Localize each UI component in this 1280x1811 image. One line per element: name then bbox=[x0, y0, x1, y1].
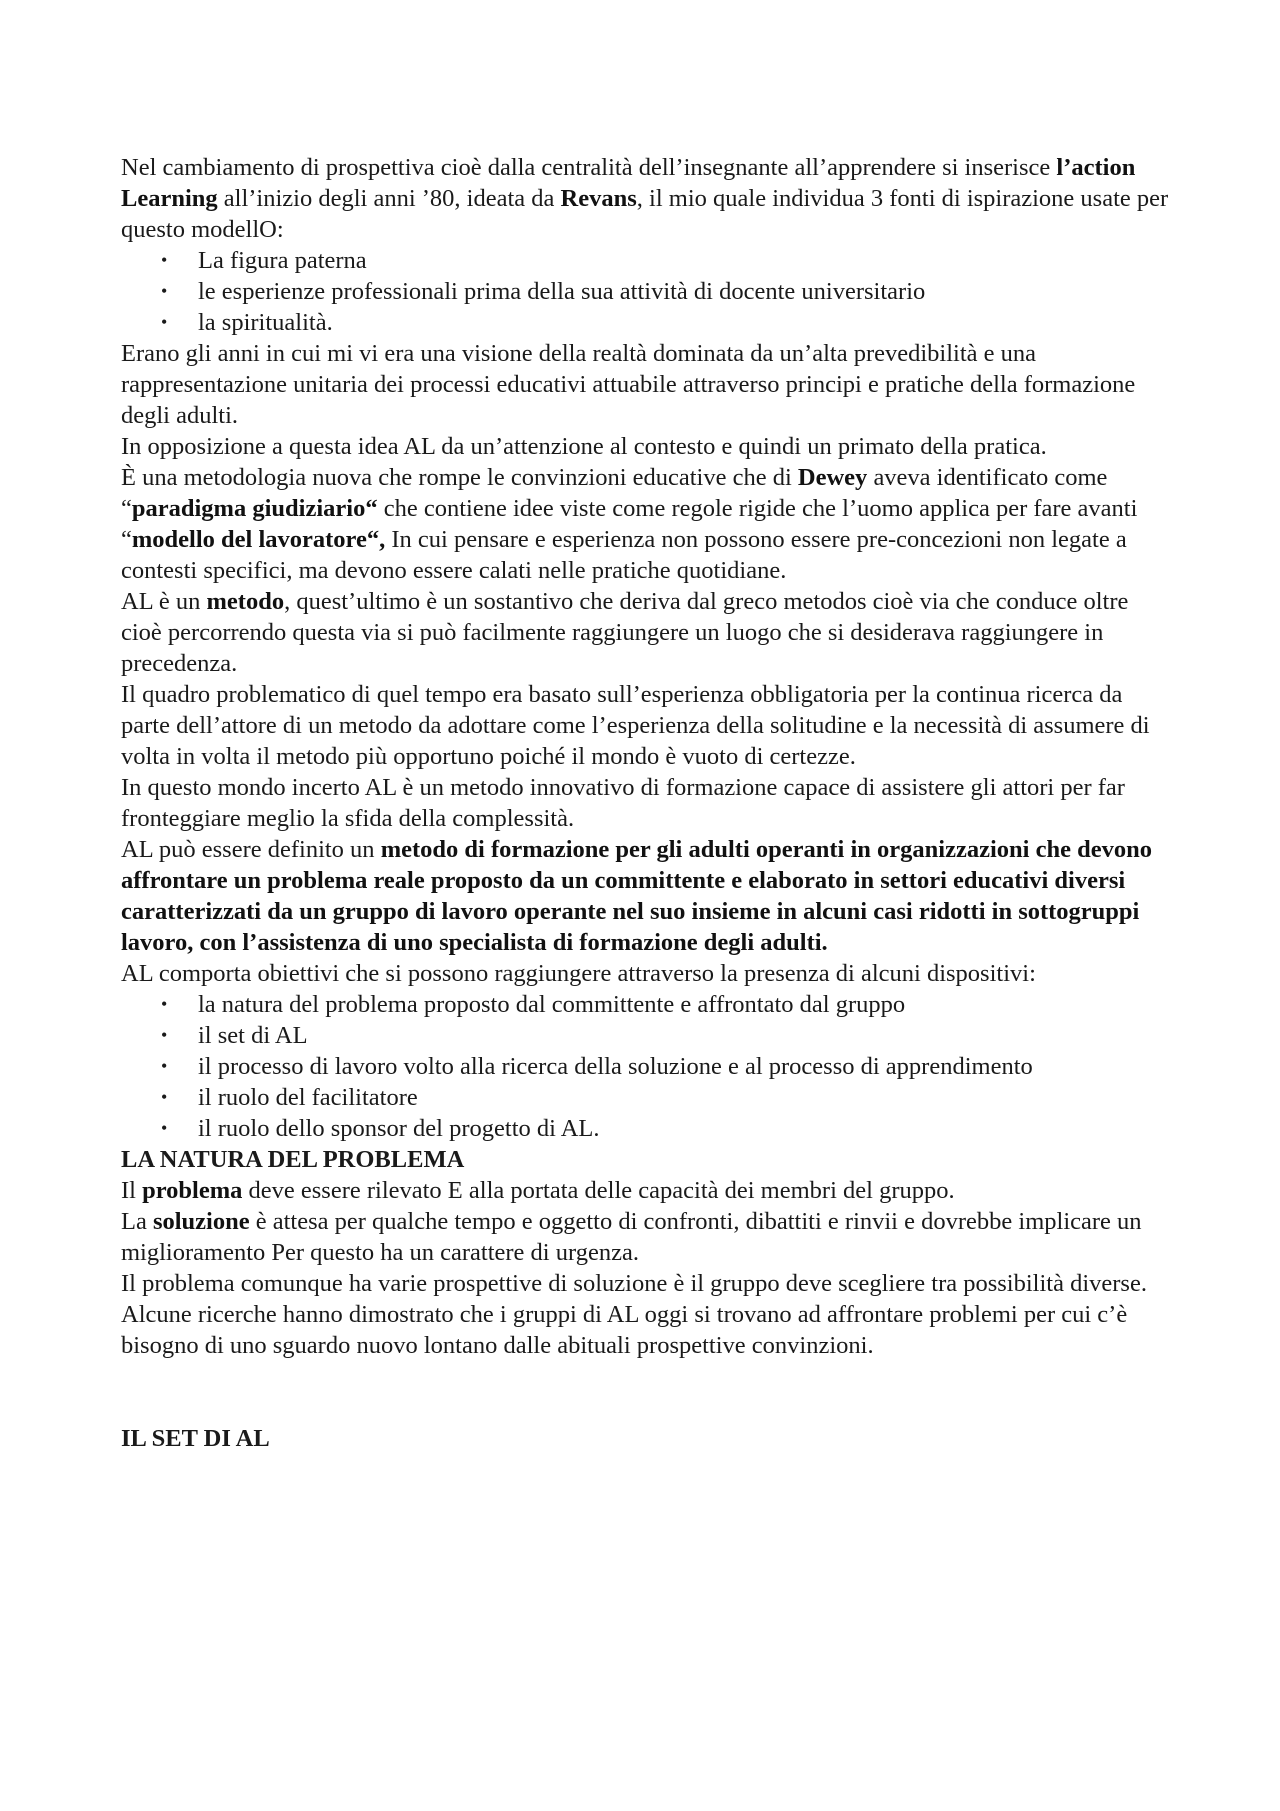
ricerche-paragraph: Alcune ricerche hanno dimostrato che i gruppi di AL oggi si trovano ad affrontare problemi per cui c’è bisogno di uno sguardo nuovo lontano dalle abituali prospettive convinzioni. bbox=[121, 1301, 1128, 1359]
section-heading-natura: LA NATURA DEL PROBLEMA bbox=[121, 1146, 465, 1173]
definition-paragraph: AL può essere definito un metodo di formazione per gli adulti operanti in organizzazioni che devono affrontare un problema reale proposto da un committente e elaborato in settori educativi diversi caratterizzati da un gruppo di lavoro operante nel suo insieme in alcuni casi ridotti in sottogruppi lavoro, con l’assistenza di uno specialista di formazione degli adulti. bbox=[121, 836, 1152, 956]
action-learning-term: l’action Learning bbox=[121, 154, 1136, 212]
metodo-paragraph: AL è un metodo, quest’ultimo è un sostantivo che deriva dal greco metodos cioè via che conduce oltre cioè percorrendo questa via si può facilmente raggiungere un luogo che si desiderava raggiungere in precedenza. bbox=[121, 588, 1129, 677]
dispositivi-list bbox=[121, 989, 1171, 1144]
list-item: • la spiritualità. bbox=[161, 309, 333, 336]
document-page bbox=[121, 152, 1171, 1454]
bullet-icon: • bbox=[161, 1118, 168, 1138]
bullet-icon: • bbox=[161, 994, 168, 1014]
list-item: • il set di AL bbox=[161, 1022, 308, 1049]
list-item: • La figura paterna bbox=[161, 247, 367, 274]
modello-term: modello del lavoratore“, bbox=[131, 526, 386, 553]
bullet-icon: • bbox=[161, 281, 168, 301]
bullet-icon: • bbox=[161, 1056, 168, 1076]
section-heading-set: IL SET DI AL bbox=[121, 1425, 270, 1452]
list-item: • il ruolo del facilitatore bbox=[161, 1084, 418, 1111]
soluzione-paragraph: La soluzione è attesa per qualche tempo e oggetto di confronti, dibattiti e rinvii e dovrebbe implicare un miglioramento Per questo ha un carattere di urgenza. bbox=[121, 1208, 1142, 1266]
dewey-name: Dewey bbox=[797, 464, 868, 491]
paradigma-term: paradigma giudiziario“ bbox=[131, 495, 378, 522]
revans-name: Revans bbox=[560, 185, 637, 212]
soluzione-term: soluzione bbox=[152, 1208, 250, 1235]
dewey-paragraph: È una metodologia nuova che rompe le convinzioni educative che di Dewey aveva identificato come “paradigma giudiziario“ che contiene idee viste come regole rigide che l’uomo applica per fare avanti “modello del lavoratore“, In cui pensare e esperienza non possono essere pre-concezioni non legate a contesti specifici, ma devono essere calati nelle pratiche quotidiane. bbox=[121, 464, 1138, 584]
opposition-paragraph: In opposizione a questa idea AL da un’attenzione al contesto e quindi un primato della pratica. bbox=[121, 433, 1047, 460]
quadro-paragraph: Il quadro problematico di quel tempo era basato sull’esperienza obbligatoria per la continua ricerca da parte dell’attore di un metodo da adottare come l’esperienza della solitudine e la necessità di assumere di volta in volta il metodo più opportuno poiché il mondo è vuoto di certezze. bbox=[121, 681, 1150, 770]
bullet-icon: • bbox=[161, 312, 168, 332]
sources-list bbox=[121, 245, 1171, 338]
intro-paragraph: Nel cambiamento di prospettiva cioè dalla centralità dell’insegnante all’apprendere si inserisce l’action Learning all’inizio degli anni ’80, ideata da Revans, il mio quale individua 3 fonti di ispirazione usate per questo modellO: bbox=[121, 154, 1169, 243]
section-spacer bbox=[121, 1361, 1171, 1423]
list-item: • il ruolo dello sponsor del progetto di AL. bbox=[161, 1115, 600, 1142]
list-item: • il processo di lavoro volto alla ricerca della soluzione e al processo di apprendimento bbox=[161, 1053, 1033, 1080]
bullet-icon: • bbox=[161, 1087, 168, 1107]
definition-term: metodo di formazione per gli adulti operanti in organizzazioni che devono affrontare un problema reale proposto da un committente e elaborato in settori educativi diversi caratterizzati da un gruppo di lavoro operante nel suo insieme in alcuni casi ridotti in sottogruppi lavoro, con l’assistenza di uno specialista di formazione degli adulti. bbox=[121, 836, 1152, 956]
prospettive-paragraph: Il problema comunque ha varie prospettive di soluzione è il gruppo deve scegliere tra possibilità diverse. bbox=[121, 1270, 1147, 1297]
problema-term: problema bbox=[142, 1177, 243, 1204]
list-item: • le esperienze professionali prima della sua attività di docente universitario bbox=[161, 278, 926, 305]
bullet-icon: • bbox=[161, 1025, 168, 1045]
obiettivi-paragraph: AL comporta obiettivi che si possono raggiungere attraverso la presenza di alcuni dispositivi: bbox=[121, 960, 1036, 987]
bullet-icon: • bbox=[161, 250, 168, 270]
metodo-term: metodo bbox=[206, 588, 285, 615]
context-paragraph: Erano gli anni in cui mi vi era una visione della realtà dominata da un’alta prevedibilità e una rappresentazione unitaria dei processi educativi attuabile attraverso principi e pratiche della formazione degli adulti. bbox=[121, 340, 1136, 429]
list-item: • la natura del problema proposto dal committente e affrontato dal gruppo bbox=[161, 991, 906, 1018]
problema-paragraph: Il problema deve essere rilevato E alla portata delle capacità dei membri del gruppo. bbox=[121, 1177, 955, 1204]
incerto-paragraph: In questo mondo incerto AL è un metodo innovativo di formazione capace di assistere gli attori per far fronteggiare meglio la sfida della complessità. bbox=[121, 774, 1125, 832]
